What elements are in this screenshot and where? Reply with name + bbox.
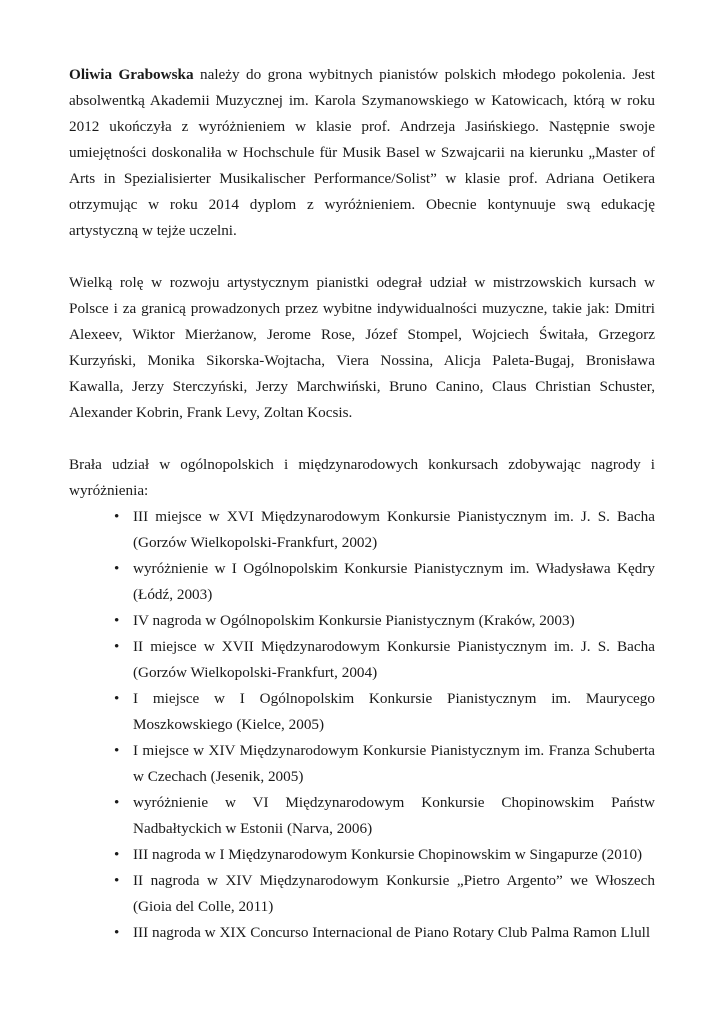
awards-list	[69, 504, 655, 946]
bullet-icon: •	[114, 924, 120, 941]
bullet-icon: •	[114, 742, 120, 759]
award-item: • III miejsce w XVI Międzynarodowym Konkursie Pianistycznym im. J. S. Bacha (Gorzów Wielkopolski-Frankfurt, 2002)	[69, 504, 655, 556]
bullet-icon: •	[114, 638, 120, 655]
bullet-icon: •	[114, 872, 120, 889]
bullet-icon: •	[114, 690, 120, 707]
award-item: • wyróżnienie w I Ogólnopolskim Konkursie Pianistycznym im. Władysława Kędry (Łódź, 2003)	[69, 556, 655, 608]
bullet-icon: •	[114, 612, 120, 629]
award-item: • II miejsce w XVII Międzynarodowym Konkursie Pianistycznym im. J. S. Bacha (Gorzów Wielkopolski-Frankfurt, 2004)	[69, 634, 655, 686]
award-item: • I miejsce w XIV Międzynarodowym Konkursie Pianistycznym im. Franza Schuberta w Czechach (Jesenik, 2005)	[69, 738, 655, 790]
bullet-icon: •	[114, 846, 120, 863]
award-item: • III nagroda w XIX Concurso Internacional de Piano Rotary Club Palma Ramon Llull	[69, 920, 655, 946]
award-item: • II nagroda w XIV Międzynarodowym Konkursie „Pietro Argento” we Włoszech (Gioia del Colle, 2011)	[69, 868, 655, 920]
award-item: • I miejsce w I Ogólnopolskim Konkursie Pianistycznym im. Maurycego Moszkowskiego (Kielce, 2005)	[69, 686, 655, 738]
award-item: • wyróżnienie w VI Międzynarodowym Konkursie Chopinowskim Państw Nadbałtyckich w Estonii (Narva, 2006)	[69, 790, 655, 842]
award-item: • IV nagroda w Ogólnopolskim Konkursie Pianistycznym (Kraków, 2003)	[69, 608, 655, 634]
intro-text: należy do grona wybitnych pianistów polskich młodego pokolenia. Jest absolwentką Akademii Muzycznej im. Karola Szymanowskiego w Katowicach, którą w roku 2012 ukończyła z wyróżnieniem w klasie prof. Andrzeja Jasińskiego. Następnie swoje umiejętności doskonaliła w Hochschule für Musik Basel w Szwajcarii na kierunku „Master of Arts in Spezialisierter Musikalischer Performance/Solist” w klasie prof. Adriana Oetikera otrzymując w roku 2014 dyplom z wyróżnieniem. Obecnie kontynuuje swą edukację artystyczną w tejże uczelni.	[69, 66, 655, 239]
masterclasses-paragraph: Wielką rolę w rozwoju artystycznym pianistki odegrał udział w mistrzowskich kursach w Polsce i za granicą prowadzonych przez wybitne indywidualności muzyczne, takie jak: Dmitri Alexeev, Wiktor Mierżanow, Jerome Rose, Józef Stompel, Wojciech Świtała, Grzegorz Kurzyński, Monika Sikorska-Wojtacha, Viera Nossina, Alicja Paleta-Bugaj, Bronisława Kawalla, Jerzy Sterczyński, Jerzy Marchwiński, Bruno Canino, Claus Christian Schuster, Alexander Kobrin, Frank Levy, Zoltan Kocsis.	[69, 274, 655, 421]
pianist-name: Oliwia Grabowska	[69, 66, 194, 83]
document-page	[69, 62, 655, 946]
competitions-intro: Brała udział w ogólnopolskich i międzynarodowych konkursach zdobywając nagrody i wyróżnienia:	[69, 456, 655, 499]
bullet-icon: •	[114, 508, 120, 525]
intro-paragraph	[69, 62, 655, 244]
bullet-icon: •	[114, 560, 120, 577]
bullet-icon: •	[114, 794, 120, 811]
award-item: • III nagroda w I Międzynarodowym Konkursie Chopinowskim w Singapurze (2010)	[69, 842, 655, 868]
